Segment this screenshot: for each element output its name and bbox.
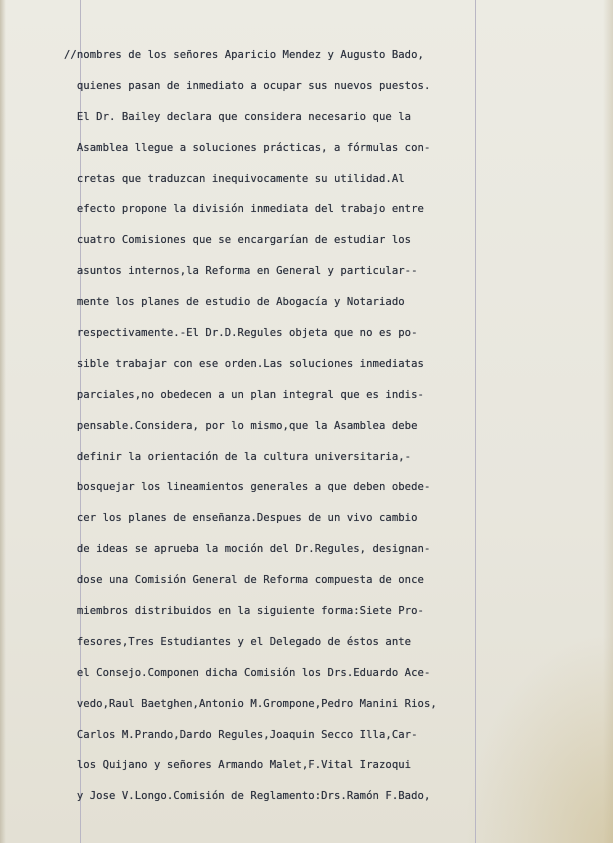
text-line: mente los planes de estudio de Abogacía y Notariado — [64, 296, 405, 309]
text-line: miembros distribuidos en la siguiente forma:Siete Pro- — [64, 605, 424, 618]
text-line: y Jose V.Longo.Comisión de Reglamento:Drs.Ramón F.Bado, — [64, 790, 431, 803]
text-line: //nombres de los señores Aparicio Mendez y Augusto Bado, — [64, 49, 424, 61]
text-line: definir la orientación de la cultura universitaria,- — [64, 450, 412, 463]
text-line: cretas que traduzcan inequivocamente su utilidad.Al — [64, 172, 405, 185]
text-line: pensable.Considera, por lo mismo,que la Asamblea debe — [64, 419, 418, 432]
page-edge-shadow — [0, 0, 6, 843]
text-line: efecto propone la división inmediata del trabajo entre — [64, 203, 424, 216]
text-line: El Dr. Bailey declara que considera necesario que la — [64, 110, 412, 123]
typewritten-text — [64, 40, 504, 812]
text-line: vedo,Raul Baetghen,Antonio M.Grompone,Pedro Manini Rios, — [64, 697, 437, 710]
text-line: cer los planes de enseñanza.Despues de un vivo cambio — [64, 512, 418, 525]
text-line: cuatro Comisiones que se encargarían de estudiar los — [64, 234, 412, 247]
text-line: parciales,no obedecen a un plan integral que es indis- — [64, 388, 424, 401]
text-line: dose una Comisión General de Reforma compuesta de once — [64, 574, 424, 587]
text-line: el Consejo.Componen dicha Comisión los Drs.Eduardo Ace- — [64, 666, 431, 679]
text-line: de ideas se aprueba la moción del Dr.Regules, designan- — [64, 543, 431, 556]
text-line: los Quijano y señores Armando Malet,F.Vital Irazoqui — [64, 759, 412, 772]
text-line: asuntos internos,la Reforma en General y particular-- — [64, 265, 418, 278]
text-line: fesores,Tres Estudiantes y el Delegado de éstos ante — [64, 635, 412, 648]
text-line: quienes pasan de inmediato a ocupar sus nuevos puestos. — [64, 79, 431, 92]
text-line: bosquejar los lineamientos generales a que deben obede- — [64, 481, 431, 494]
text-line: Carlos M.Prando,Dardo Regules,Joaquin Secco Illa,Car- — [64, 728, 418, 741]
text-line: respectivamente.-El Dr.D.Regules objeta que no es po- — [64, 327, 418, 340]
text-line: Asamblea llegue a soluciones prácticas, a fórmulas con- — [64, 141, 431, 154]
text-line: sible trabajar con ese orden.Las soluciones inmediatas — [64, 357, 424, 370]
